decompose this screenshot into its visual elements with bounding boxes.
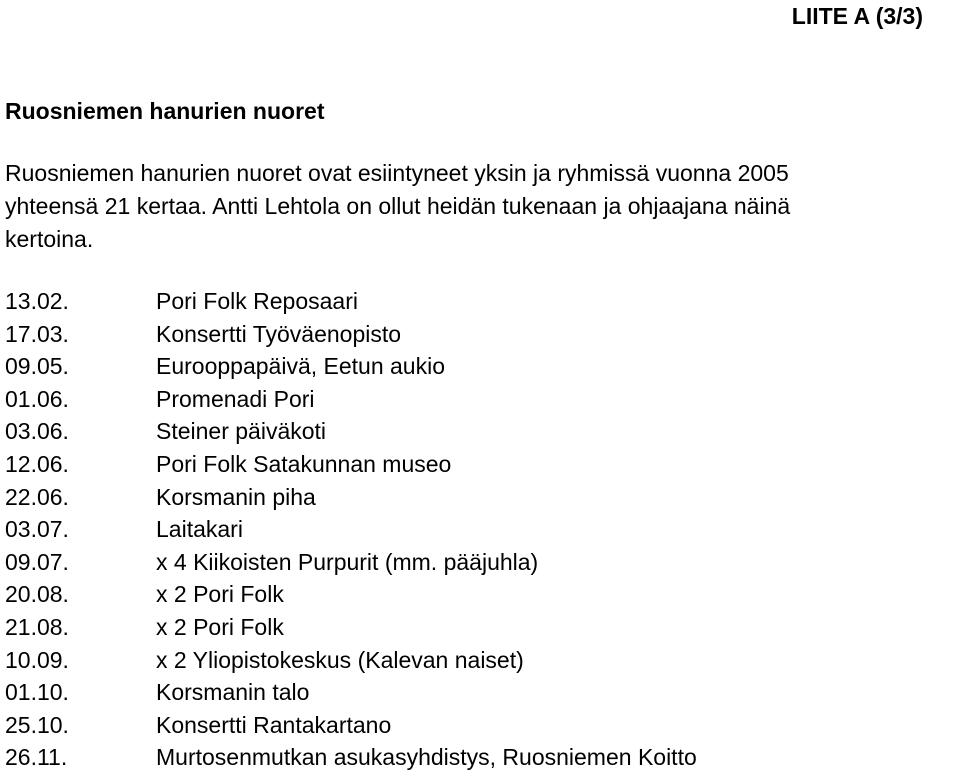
event-description: Konsertti Työväenopisto <box>156 320 402 347</box>
intro-line: Ruosniemen hanurien nuoret ovat esiintyneet yksin ja ryhmissä vuonna 2005 <box>5 160 789 186</box>
intro-paragraph <box>5 157 955 256</box>
event-date: 03.07. <box>5 516 69 543</box>
event-row <box>5 578 955 611</box>
event-row <box>5 513 955 546</box>
event-description: Konsertti Rantakartano <box>156 711 392 738</box>
event-date: 22.06. <box>5 483 69 510</box>
intro-line: yhteensä 21 kertaa. Antti Lehtola on ollut heidän tukenaan ja ohjaajana näinä <box>5 193 791 219</box>
event-row <box>5 644 955 677</box>
event-date: 25.10. <box>5 711 69 738</box>
event-description: x 4 Kiikoisten Purpurit (mm. pääjuhla) <box>156 548 539 575</box>
event-description: Murtosenmutkan asukasyhdistys, Ruosniemen Koitto <box>156 744 697 771</box>
event-date: 01.06. <box>5 385 69 412</box>
event-row <box>5 741 955 774</box>
event-date: 09.07. <box>5 548 69 575</box>
event-row <box>5 676 955 709</box>
event-date: 01.10. <box>5 679 69 706</box>
event-date: 26.11. <box>5 744 68 771</box>
event-row <box>5 481 955 514</box>
event-date: 10.09. <box>5 646 69 673</box>
event-description: Korsmanin talo <box>156 679 310 706</box>
event-date: 13.02. <box>5 288 69 314</box>
event-date: 17.03. <box>5 320 69 347</box>
event-description: Pori Folk Satakunnan museo <box>156 450 452 477</box>
event-date: 21.08. <box>5 613 69 640</box>
event-row <box>5 318 955 351</box>
event-row <box>5 350 955 383</box>
event-description: x 2 Yliopistokeskus (Kalevan naiset) <box>156 646 524 673</box>
event-row <box>5 285 955 318</box>
event-row <box>5 448 955 481</box>
appendix-label: LIITE A (3/3) <box>791 3 923 29</box>
event-description: x 2 Pori Folk <box>156 581 284 608</box>
event-description: x 2 Pori Folk <box>156 613 284 640</box>
event-description: Laitakari <box>156 516 243 543</box>
event-row <box>5 709 955 742</box>
event-description: Promenadi Pori <box>156 385 315 412</box>
event-description: Pori Folk Reposaari <box>156 288 358 314</box>
event-list <box>5 285 955 774</box>
event-description: Korsmanin piha <box>156 483 316 510</box>
event-row <box>5 546 955 579</box>
intro-line: kertoina. <box>5 226 94 252</box>
section-title: Ruosniemen hanurien nuoret <box>5 98 325 124</box>
event-date: 03.06. <box>5 418 69 445</box>
event-date: 09.05. <box>5 353 69 380</box>
event-row <box>5 415 955 448</box>
event-date: 12.06. <box>5 450 69 477</box>
event-date: 20.08. <box>5 581 69 608</box>
event-row <box>5 611 955 644</box>
event-row <box>5 383 955 416</box>
event-description: Steiner päiväkoti <box>156 418 327 445</box>
event-description: Eurooppapäivä, Eetun aukio <box>156 353 445 380</box>
